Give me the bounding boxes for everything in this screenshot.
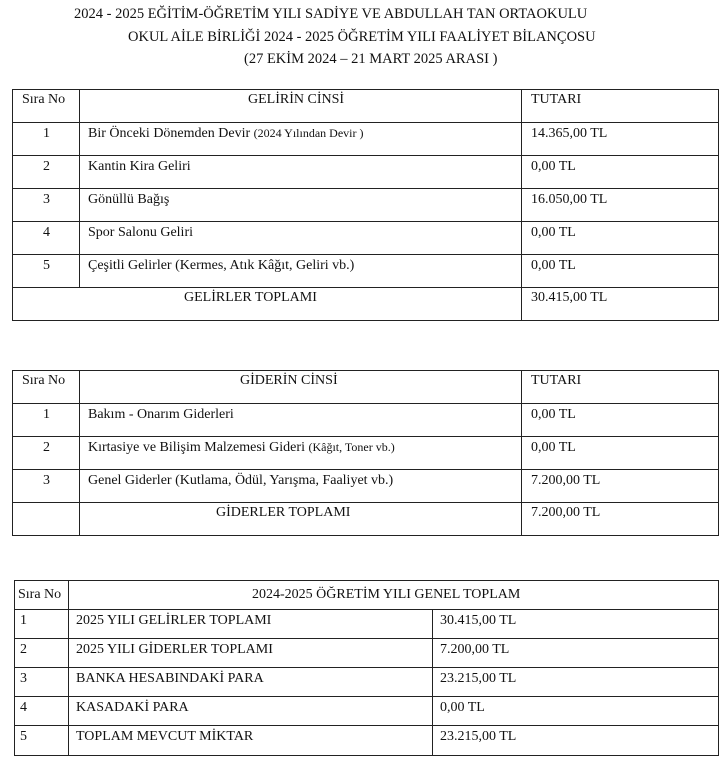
summary-row-amount: 7.200,00 TL [440, 642, 510, 657]
summary-col-divider-1 [68, 580, 69, 756]
income-row-amount: 0,00 TL [531, 225, 576, 240]
summary-row-divider [14, 725, 719, 726]
expense-row-amount: 0,00 TL [531, 407, 576, 422]
income-row-divider [12, 122, 719, 123]
income-row-label-text: Bir Önceki Dönemden Devir [88, 126, 251, 141]
expense-total-amount: 7.200,00 TL [531, 505, 601, 520]
summary-row-no: 5 [20, 729, 27, 744]
summary-row-amount: 23.215,00 TL [440, 671, 517, 686]
income-row-label: Gönüllü Bağış [88, 192, 170, 207]
expense-row-amount: 0,00 TL [531, 440, 576, 455]
income-row-no: 3 [43, 192, 50, 207]
summary-row-label: TOPLAM MEVCUT MİKTAR [76, 729, 254, 744]
expense-header-no: Sıra No [22, 373, 66, 388]
summary-row-amount: 30.415,00 TL [440, 613, 517, 628]
expense-row-label-text: Kırtasiye ve Bilişim Malzemesi Gideri [88, 440, 305, 455]
income-row-amount: 14.365,00 TL [531, 126, 608, 141]
income-row-note: (2024 Yılından Devir ) [253, 126, 364, 140]
summary-row-no: 2 [20, 642, 27, 657]
income-total-label: GELİRLER TOPLAMI [184, 290, 317, 305]
income-row-amount: 0,00 TL [531, 159, 576, 174]
income-row-label: Spor Salonu Geliri [88, 225, 193, 240]
income-row-no: 1 [43, 126, 50, 141]
income-row-amount: 16.050,00 TL [531, 192, 608, 207]
income-header-type: GELİRİN CİNSİ [248, 92, 345, 107]
summary-row-amount: 23.215,00 TL [440, 729, 517, 744]
income-row-no: 5 [43, 258, 50, 273]
income-row-divider [12, 254, 719, 255]
expense-row-no: 2 [43, 440, 50, 455]
expense-header-amount: TUTARI [531, 373, 582, 388]
expense-row-label [88, 440, 395, 456]
expense-row-divider [12, 403, 719, 404]
expense-row-no: 1 [43, 407, 50, 422]
summary-col-divider-2 [432, 609, 433, 756]
summary-row-divider [14, 696, 719, 697]
income-row-divider [12, 188, 719, 189]
expense-row-no: 3 [43, 473, 50, 488]
document-title-line2: OKUL AİLE BİRLİĞİ 2024 - 2025 ÖĞRETİM YILI FAALİYET BİLANÇOSU [128, 29, 596, 45]
document-title-line3: (27 EKİM 2024 – 21 MART 2025 ARASI ) [244, 51, 498, 67]
income-row-amount: 0,00 TL [531, 258, 576, 273]
summary-row-label: KASADAKİ PARA [76, 700, 189, 715]
income-row-no: 2 [43, 159, 50, 174]
income-header-amount: TUTARI [531, 92, 582, 107]
expense-row-divider [12, 502, 719, 503]
summary-row-divider [14, 667, 719, 668]
summary-row-no: 1 [20, 613, 27, 628]
summary-row-no: 4 [20, 700, 27, 715]
income-row-divider [12, 287, 719, 288]
income-row-label: Kantin Kira Geliri [88, 159, 191, 174]
expense-row-amount: 7.200,00 TL [531, 473, 601, 488]
summary-header-title: 2024-2025 ÖĞRETİM YILI GENEL TOPLAM [252, 587, 521, 602]
expense-row-divider [12, 469, 719, 470]
expense-row-label: Bakım - Onarım Giderleri [88, 407, 234, 422]
summary-row-divider [14, 609, 719, 610]
summary-row-label: BANKA HESABINDAKİ PARA [76, 671, 264, 686]
summary-row-divider [14, 638, 719, 639]
document-title-line1: 2024 - 2025 EĞİTİM-ÖĞRETİM YILI SADİYE VE ABDULLAH TAN ORTAOKULU [74, 6, 588, 22]
expense-row-divider [12, 436, 719, 437]
income-total-amount: 30.415,00 TL [531, 290, 608, 305]
income-header-no: Sıra No [22, 92, 66, 107]
summary-row-no: 3 [20, 671, 27, 686]
summary-row-amount: 0,00 TL [440, 700, 485, 715]
income-row-label [88, 126, 364, 142]
summary-header-no: Sıra No [18, 587, 62, 602]
expense-row-note: (Kâğıt, Toner vb.) [308, 440, 395, 454]
expense-header-type: GİDERİN CİNSİ [240, 373, 338, 388]
expense-total-label: GİDERLER TOPLAMI [216, 505, 351, 520]
expense-col-divider-2 [521, 370, 522, 536]
income-row-label: Çeşitli Gelirler (Kermes, Atık Kâğıt, Geliri vb.) [88, 258, 355, 273]
summary-row-label: 2025 YILI GELİRLER TOPLAMI [76, 613, 272, 628]
income-row-divider [12, 155, 719, 156]
summary-row-label: 2025 YILI GİDERLER TOPLAMI [76, 642, 273, 657]
income-row-no: 4 [43, 225, 50, 240]
income-row-divider [12, 221, 719, 222]
expense-row-label: Genel Giderler (Kutlama, Ödül, Yarışma, Faaliyet vb.) [88, 473, 394, 488]
expense-col-divider-1 [79, 370, 80, 536]
